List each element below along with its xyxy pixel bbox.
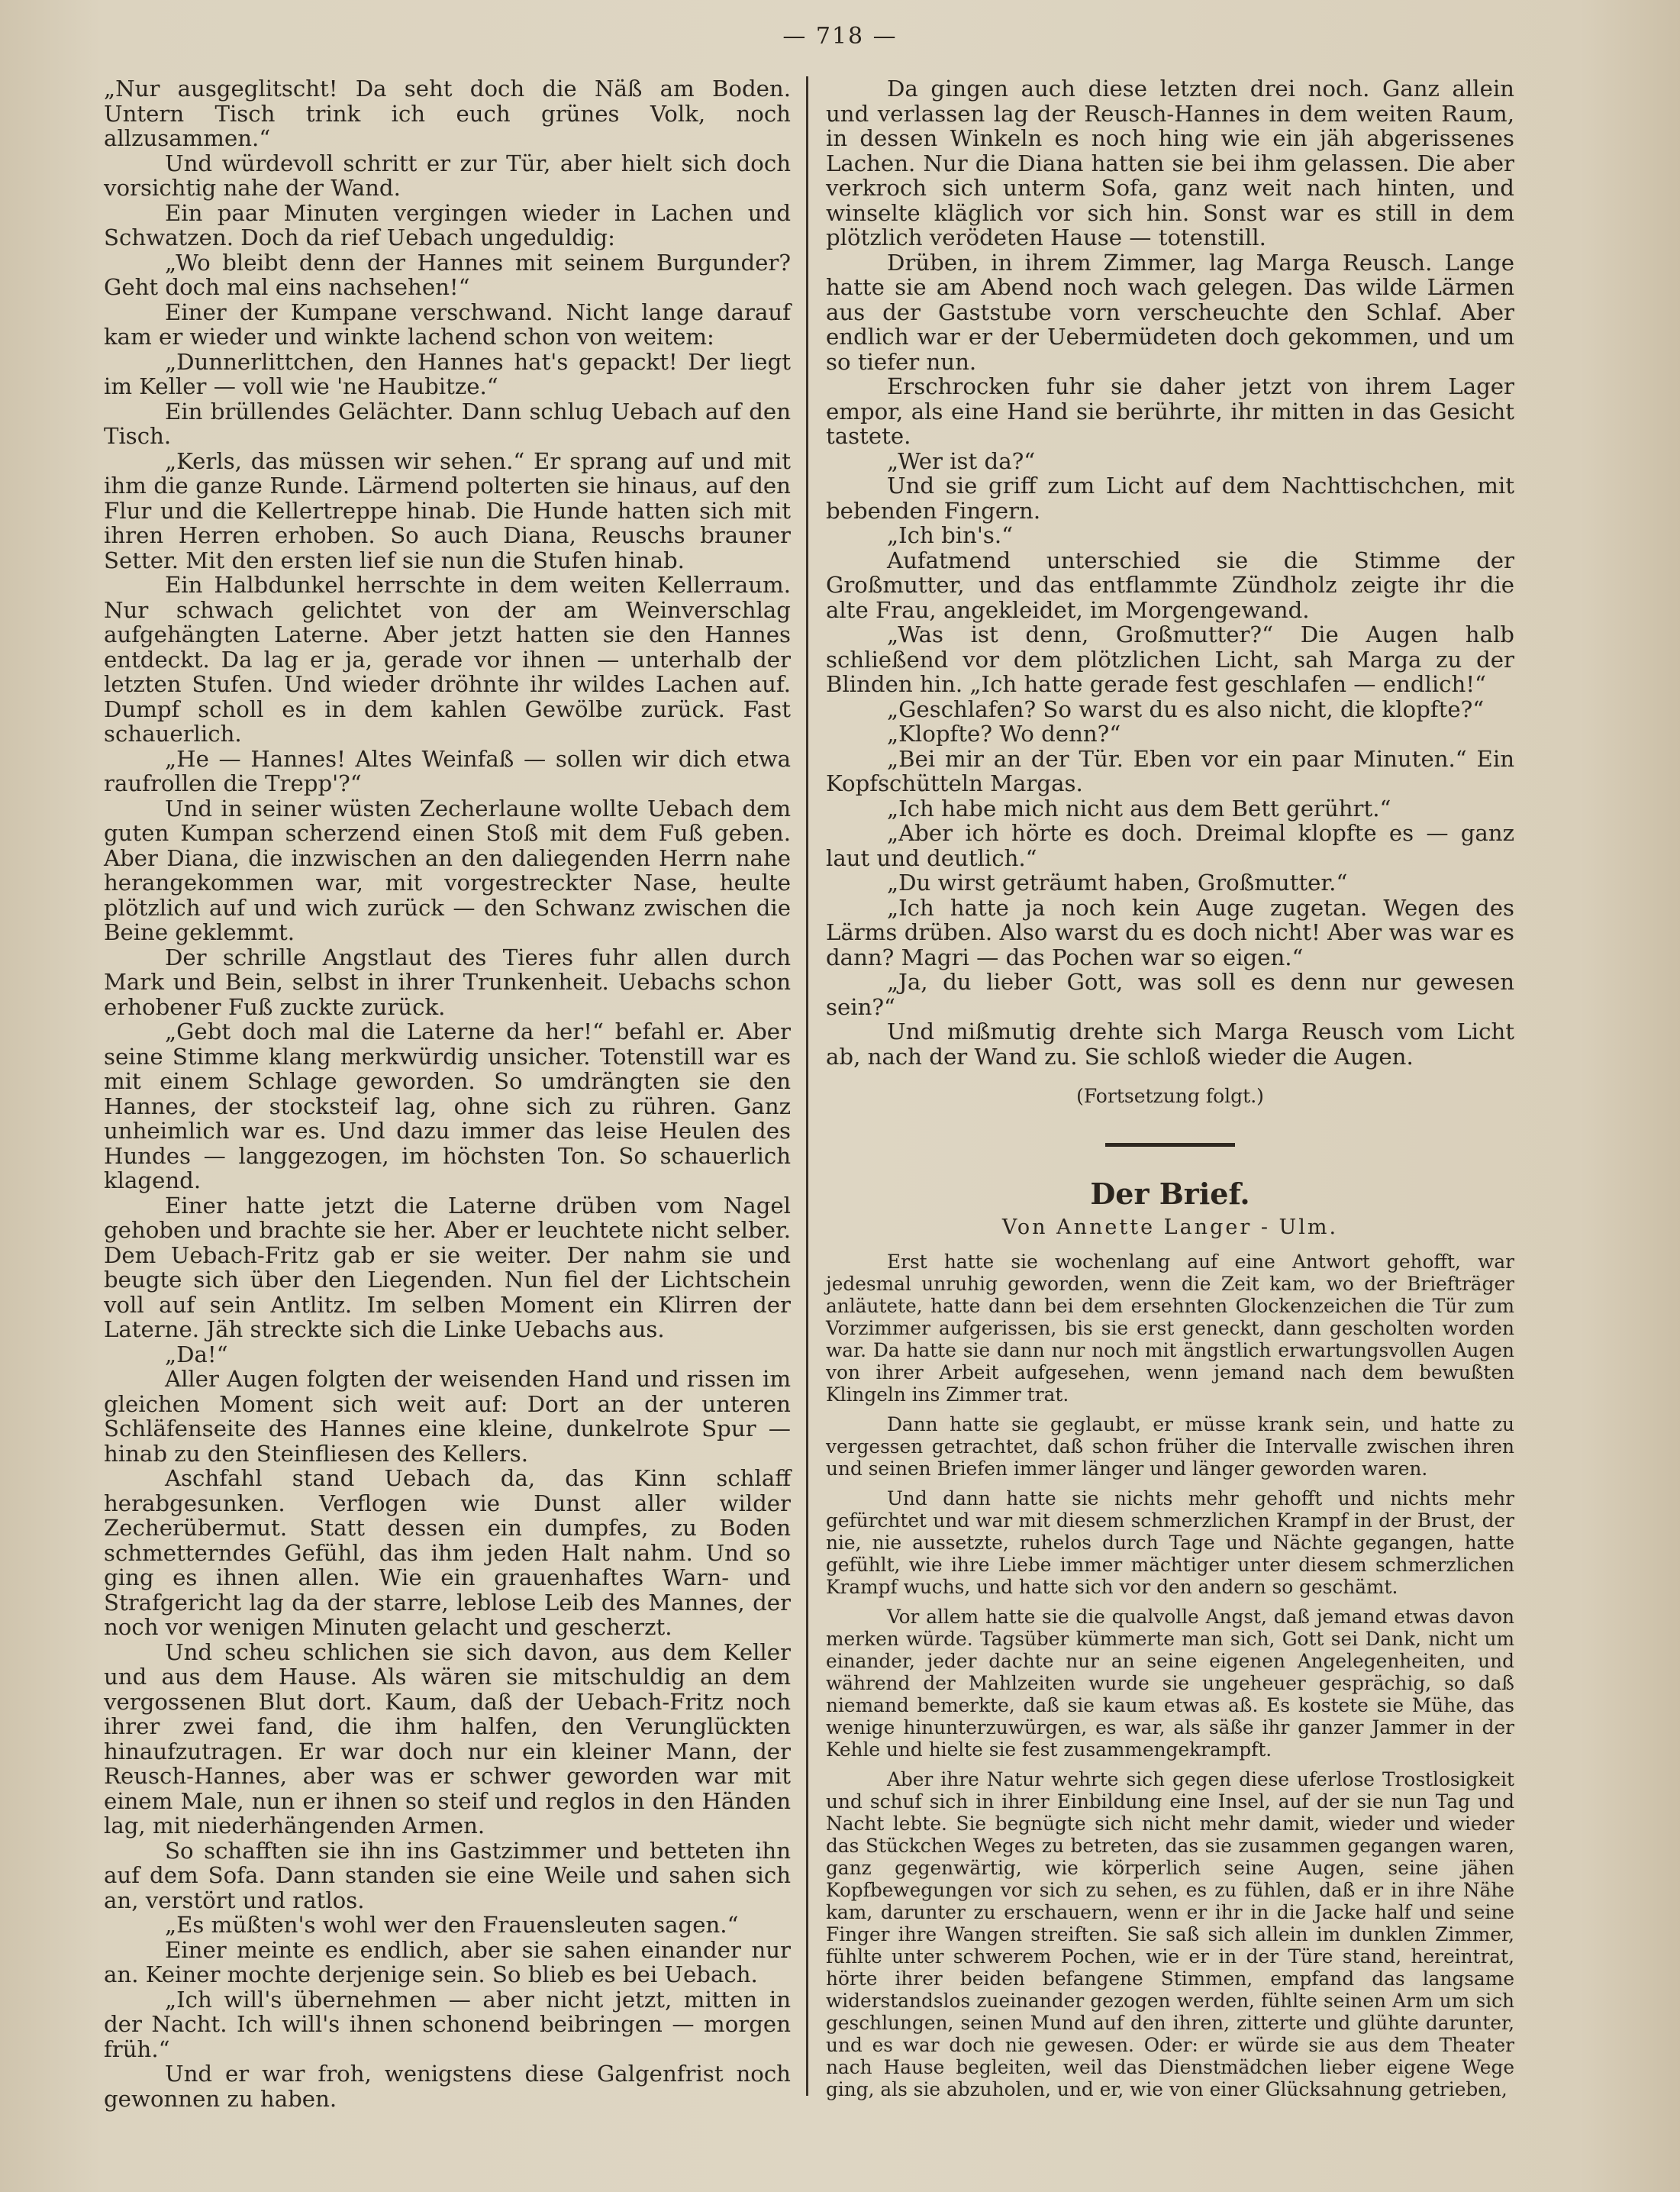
paragraph: „Bei mir an der Tür. Eben vor ein paar Minuten.“ Ein Kopfschütteln Margas. — [826, 745, 1514, 796]
story-author: Von Annette Langer - Ulm. — [1001, 1215, 1339, 1239]
paragraph: Der schrille Angstlaut des Tieres fuhr allen durch Mark und Bein, selbst in ihrer Trunkenheit. Uebachs schon erhobener Fuß zuckte zurück. — [104, 944, 791, 1020]
paragraph: Aller Augen folgten der weisenden Hand und rissen im gleichen Moment sich weit auf: Dort an der unteren Schläfenseite des Hannes eine kleine, dunkelrote Spur — hinab zu den Steinfliesen des Kellers. — [104, 1366, 791, 1467]
paragraph: „Wer ist da?“ — [887, 447, 1036, 474]
paragraph: Und würdevoll schritt er zur Tür, aber hielt sich doch vorsichtig nahe der Wand. — [104, 150, 791, 201]
right-column — [826, 76, 1514, 2100]
paragraph: Und mißmutig drehte sich Marga Reusch vom Licht ab, nach der Wand zu. Sie schloß wieder die Augen. — [826, 1019, 1514, 1070]
paragraph: Und sie griff zum Licht auf dem Nachttischchen, mit bebenden Fingern. — [826, 473, 1514, 524]
paragraph: Und in seiner wüsten Zecherlaune wollte Uebach dem guten Kumpan scherzend einen Stoß mit dem Fuß geben. Aber Diana, die inzwischen an den daliegenden Herrn nahe herangekommen war, mit vorgestreckter Nase, heulte plötzlich auf und wich zurück — den Schwanz zwischen die Beine geklemmt. — [104, 795, 791, 945]
paragraph: „Wo bleibt denn der Hannes mit seinem Burgunder? Geht doch mal eins nachsehen!“ — [104, 249, 791, 300]
story-block — [826, 1177, 1514, 2101]
story-body — [826, 1251, 1514, 2100]
paragraph: Da gingen auch diese letzten drei noch. Ganz allein und verlassen lag der Reusch-Hannes in dem weiten Raum, in dessen Winkeln es noch hing wie ein jäh abgerissenes Lachen. Nur die Diana hatten sie bei ihm gelassen. Die aber verkroch sich unterm Sofa, ganz weit nach hinten, und winselte kläglich vor sich hin. Sonst war es still in dem plötzlich verödeten Hause — totenstill. — [826, 76, 1514, 250]
paragraph: Einer meinte es endlich, aber sie sahen einander nur an. Keiner mochte derjenige sein. So blieb es bei Uebach. — [104, 1936, 791, 1987]
paragraph: „Da!“ — [165, 1341, 228, 1367]
paragraph: Aufatmend unterschied sie die Stimme der Großmutter, und das entflammte Zündholz zeigte ihr die alte Frau, angekleidet, im Morgengewand. — [826, 547, 1514, 623]
paragraph: Ein brüllendes Gelächter. Dann schlug Uebach auf den Tisch. — [104, 398, 791, 449]
paragraph: „Es müßten's wohl wer den Frauensleuten sagen.“ — [165, 1912, 739, 1938]
paragraph: „Dunnerlittchen, den Hannes hat's gepackt! Der liegt im Keller — voll wie 'ne Haubitze.“ — [104, 348, 791, 399]
paragraph: So schafften sie ihn ins Gastzimmer und betteten ihn auf dem Sofa. Dann standen sie eine Weile und sahen sich an, verstört und ratlos. — [104, 1837, 791, 1913]
column-divider — [806, 76, 808, 2096]
left-column — [104, 76, 791, 2111]
paragraph: „Ich hatte ja noch kein Auge zugetan. Wegen des Lärms drüben. Also warst du es doch nicht! Aber was war es dann? Magri — das Pochen war so eigen.“ — [826, 894, 1514, 970]
paragraph: Ein Halbdunkel herrschte in dem weiten Kellerraum. Nur schwach gelichtet von der am Weinverschlag aufgehängten Laterne. Aber jetzt hatten sie den Hannes entdeckt. Da lag er ja, gerade vor ihnen — unterhalb der letzten Stufen. Und wieder dröhnte ihr wildes Lachen auf. Dumpf scholl es in dem kahlen Gewölbe zurück. Fast schauerlich. — [104, 572, 791, 747]
serial-continuation — [826, 76, 1514, 1069]
continuation-note: (Fortsetzung folgt.) — [1076, 1085, 1264, 1107]
paragraph: „Nur ausgeglitscht! Da seht doch die Näß am Boden. Untern Tisch trink ich euch grünes Volk, noch allzusammen.“ — [104, 76, 791, 151]
paragraph: „Gebt doch mal die Laterne da her!“ befahl er. Aber seine Stimme klang merkwürdig unsicher. Totenstill war es mit einem Schlage geworden. So umdrängten sie den Hannes, der stocksteif lag, ohne sich zu rühren. Ganz unheimlich war es. Und dazu immer das leise Heulen des Hundes — langgezogen, im höchsten Ton. So schauerlich klagend. — [104, 1019, 791, 1193]
paragraph: „Was ist denn, Großmutter?“ Die Augen halb schließend vor dem plötzlichen Licht, sah Marga zu der Blinden hin. „Ich hatte gerade fest geschlafen — endlich!“ — [826, 621, 1514, 697]
paragraph: „Kerls, das müssen wir sehen.“ Er sprang auf und mit ihm die ganze Runde. Lärmend polterten sie hinaus, auf den Flur und die Kellertreppe hinab. Die Hunde hatten sich mit ihren Herren erhoben. So auch Diana, Reuschs brauner Setter. Mit den ersten lief sie nun die Stufen hinab. — [104, 447, 791, 573]
paragraph: Und er war froh, wenigstens diese Galgenfrist noch gewonnen zu haben. — [104, 2061, 791, 2112]
story-title: Der Brief. — [1090, 1176, 1250, 1211]
paragraph: „Aber ich hörte es doch. Dreimal klopfte es — ganz laut und deutlich.“ — [826, 820, 1514, 871]
paragraph: „He — Hannes! Altes Weinfaß — sollen wir dich etwa raufrollen die Trepp'?“ — [104, 745, 791, 796]
paragraph: „Ich will's übernehmen — aber nicht jetzt, mitten in der Nacht. Ich will's ihnen schonend beibringen — morgen früh.“ — [104, 1986, 791, 2062]
paragraph: „Ich habe mich nicht aus dem Bett gerührt.“ — [887, 795, 1391, 822]
paragraph: Und dann hatte sie nichts mehr gehofft und nichts mehr gefürchtet und war mit diesem schmerzlichen Krampf in der Brust, der nie, nie aussetzte, ruhelos durch Tage und Nächte gegangen, hatte gefühlt, wie ihre Liebe immer mächtiger unter diesem schmerzlichen Krampf wuchs, und hatte sich vor den andern so geschämt. — [826, 1487, 1514, 1598]
paragraph: Aber ihre Natur wehrte sich gegen diese uferlose Trostlosigkeit und schuf sich in ihrer Einbildung eine Insel, auf der sie nun Tag und Nacht lebte. Sie begnügte sich nicht mehr damit, wieder und wieder das Stückchen Weges zu betreten, das sie zusammen gegangen waren, ganz gegenwärtig, wie körperlich seine Augen, seine jähen Kopfbewegungen vor sich zu sehen, es zu fühlen, daß er in ihre Nähe kam, darunter zu erschauern, wenn er ihr in die Jacke half und seine Finger ihre Wangen streiften. Sie saß sich allein im dunklen Zimmer, fühlte unter schwerem Pochen, wie er in der Türe stand, hereintrat, hörte ihrer beiden befangene Stimmen, empfand das langsame widerstandslos zueinander gezogen werden, fühlte seinen Arm um sich geschlungen, seinen Mund auf den ihren, zitterte und glühte darunter, und es war doch nie gewesen. Oder: er würde sie aus dem Theater nach Hause begleiten, weil das Dienstmädchen lieber eigene Wege ging, als sie abzuholen, und er, wie von einer Glücksahnung getrieben, — [826, 1768, 1514, 2100]
paragraph: „Du wirst geträumt haben, Großmutter.“ — [887, 870, 1348, 896]
paragraph: „Ich bin's.“ — [887, 522, 1014, 548]
page-number: — 718 — — [782, 23, 898, 50]
paragraph: Vor allem hatte sie die qualvolle Angst, daß jemand etwas davon merken würde. Tagsüber kümmerte man sich, Gott sei Dank, nicht um einander, jeder dachte nur an seine eigenen Angelegenheiten, und während der Mahlzeiten wurde sie ungeheuer gesprächig, so daß niemand bemerkte, daß sie kaum etwas aß. Es kostete sie Mühe, das wenige hinunterzuwürgen, es war, als säße ihr ganzer Jammer in der Kehle und hielte sie fest zusammengekrampft. — [826, 1606, 1514, 1761]
paragraph: Einer der Kumpane verschwand. Nicht lange darauf kam er wieder und winkte lachend schon von weitem: — [104, 299, 791, 350]
story-separator — [1105, 1143, 1235, 1147]
paragraph: Aschfahl stand Uebach da, das Kinn schlaff herabgesunken. Verflogen wie Dunst aller wilder Zecherübermut. Statt dessen ein dumpfes, zu Boden schmetterndes Gefühl, das ihm jeden Halt nahm. Und so ging es ihnen allen. Wie ein grauenhaftes Warn- und Strafgericht lag da der starre, leblose Leib des Mannes, der noch vor wenigen Minuten gelacht und gescherzt. — [104, 1465, 791, 1640]
paragraph: Dann hatte sie geglaubt, er müsse krank sein, und hatte zu vergessen getrachtet, daß schon früher die Intervalle zwischen ihren und seinen Briefen immer länger und länger geworden waren. — [826, 1413, 1514, 1480]
paragraph: Ein paar Minuten vergingen wieder in Lachen und Schwatzen. Doch da rief Uebach ungeduldig: — [104, 199, 791, 250]
paragraph: Einer hatte jetzt die Laterne drüben vom Nagel gehoben und brachte sie her. Aber er leuchtete nicht selber. Dem Uebach-Fritz gab er sie weiter. Der nahm sie und beugte sich über den Liegenden. Nun fiel der Lichtschein voll auf sein Antlitz. Im selben Moment ein Klirren der Laterne. Jäh streckte sich die Linke Uebachs aus. — [104, 1192, 791, 1342]
paragraph: „Klopfte? Wo denn?“ — [887, 721, 1121, 747]
paragraph: Erschrocken fuhr sie daher jetzt von ihrem Lager empor, als eine Hand sie berührte, ihr mitten in das Gesicht tastete. — [826, 373, 1514, 449]
paragraph: Erst hatte sie wochenlang auf eine Antwort gehofft, war jedesmal unruhig geworden, wenn die Zeit kam, wo der Briefträger anläutete, hatte dann bei dem ersehnten Glockenzeichen die Tür zum Vorzimmer aufgerissen, bis sie erst geneckt, dann gescholten worden war. Da hatte sie dann nur noch mit ängstlich erwartungsvollen Augen von ihrer Arbeit aufgesehen, wenn jemand nach dem bewußten Klingeln ins Zimmer trat. — [826, 1251, 1514, 1406]
paragraph: Drüben, in ihrem Zimmer, lag Marga Reusch. Lange hatte sie am Abend noch wach gelegen. Das wilde Lärmen aus der Gaststube vorn verscheuchte den Schlaf. Aber endlich war er der Uebermüdeten doch gekommen, und um so tiefer nun. — [826, 249, 1514, 375]
paragraph: „Ja, du lieber Gott, was soll es denn nur gewesen sein?“ — [826, 969, 1514, 1020]
paragraph: „Geschlafen? So warst du es also nicht, die klopfte?“ — [887, 696, 1485, 722]
paragraph: Und scheu schlichen sie sich davon, aus dem Keller und aus dem Hause. Als wären sie mitschuldig an dem vergossenen Blut dort. Kaum, daß der Uebach-Fritz noch ihrer zwei fand, die ihm halfen, den Verunglückten hinaufzutragen. Er war doch nur ein kleiner Mann, der Reusch-Hannes, aber was er schwer geworden war mit einem Male, nun er ihnen so steif und reglos in den Händen lag, mit niederhängenden Armen. — [104, 1638, 791, 1839]
